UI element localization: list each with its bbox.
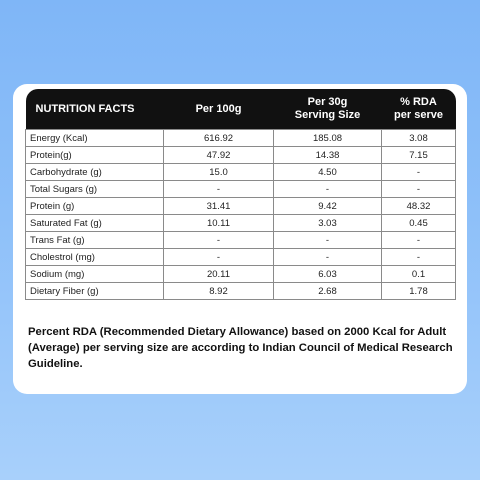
nutrient-label: Total Sugars (g): [26, 181, 164, 198]
table-row: [26, 181, 456, 198]
rda-value: 0.45: [382, 215, 456, 232]
table-row: [26, 130, 456, 147]
rda-value: 7.15: [382, 147, 456, 164]
nutrition-card: [13, 84, 467, 394]
per-serving-value: 6.03: [274, 266, 382, 283]
table-row: [26, 198, 456, 215]
per-serving-value: -: [274, 232, 382, 249]
nutrient-label: Trans Fat (g): [26, 232, 164, 249]
rda-value: 1.78: [382, 283, 456, 300]
nutrient-label: Saturated Fat (g): [26, 215, 164, 232]
per-100g-value: 616.92: [164, 130, 274, 147]
table-row: [26, 266, 456, 283]
per-serving-value: 14.38: [274, 147, 382, 164]
nutrient-label: Protein(g): [26, 147, 164, 164]
table-row: [26, 164, 456, 181]
rda-value: 0.1: [382, 266, 456, 283]
header-per-serving: Per 30g Serving Size: [274, 89, 382, 130]
per-100g-value: -: [164, 181, 274, 198]
rda-footnote: Percent RDA (Recommended Dietary Allowance) based on 2000 Kcal for Adult (Average) per serving size are according to Indian Council of Medical Research Guideline.: [28, 326, 453, 370]
table-row: [26, 215, 456, 232]
rda-value: 48.32: [382, 198, 456, 215]
table-row: [26, 232, 456, 249]
rda-value: -: [382, 181, 456, 198]
per-serving-value: 2.68: [274, 283, 382, 300]
rda-value: -: [382, 249, 456, 266]
per-serving-value: -: [274, 181, 382, 198]
per-serving-value: 3.03: [274, 215, 382, 232]
header-rda: % RDA per serve: [382, 89, 456, 130]
per-serving-value: 9.42: [274, 198, 382, 215]
nutrient-label: Cholestrol (mg): [26, 249, 164, 266]
nutrient-label: Sodium (mg): [26, 266, 164, 283]
header-per-100g: Per 100g: [164, 89, 274, 130]
nutrient-label: Protein (g): [26, 198, 164, 215]
per-100g-value: 47.92: [164, 147, 274, 164]
nutrient-label: Energy (Kcal): [26, 130, 164, 147]
per-100g-value: 31.41: [164, 198, 274, 215]
table-header-row: [26, 89, 456, 130]
nutrient-label: Carbohydrate (g): [26, 164, 164, 181]
per-100g-value: -: [164, 249, 274, 266]
table-row: [26, 283, 456, 300]
per-serving-value: -: [274, 249, 382, 266]
per-serving-value: 4.50: [274, 164, 382, 181]
nutrition-table: [25, 89, 456, 300]
per-100g-value: 8.92: [164, 283, 274, 300]
per-100g-value: 15.0: [164, 164, 274, 181]
table-row: [26, 249, 456, 266]
rda-value: -: [382, 164, 456, 181]
rda-value: 3.08: [382, 130, 456, 147]
per-serving-value: 185.08: [274, 130, 382, 147]
rda-value: -: [382, 232, 456, 249]
table-row: [26, 147, 456, 164]
per-100g-value: 20.11: [164, 266, 274, 283]
header-nutrition-facts: NUTRITION FACTS: [26, 89, 164, 130]
nutrient-label: Dietary Fiber (g): [26, 283, 164, 300]
per-100g-value: 10.11: [164, 215, 274, 232]
per-100g-value: -: [164, 232, 274, 249]
